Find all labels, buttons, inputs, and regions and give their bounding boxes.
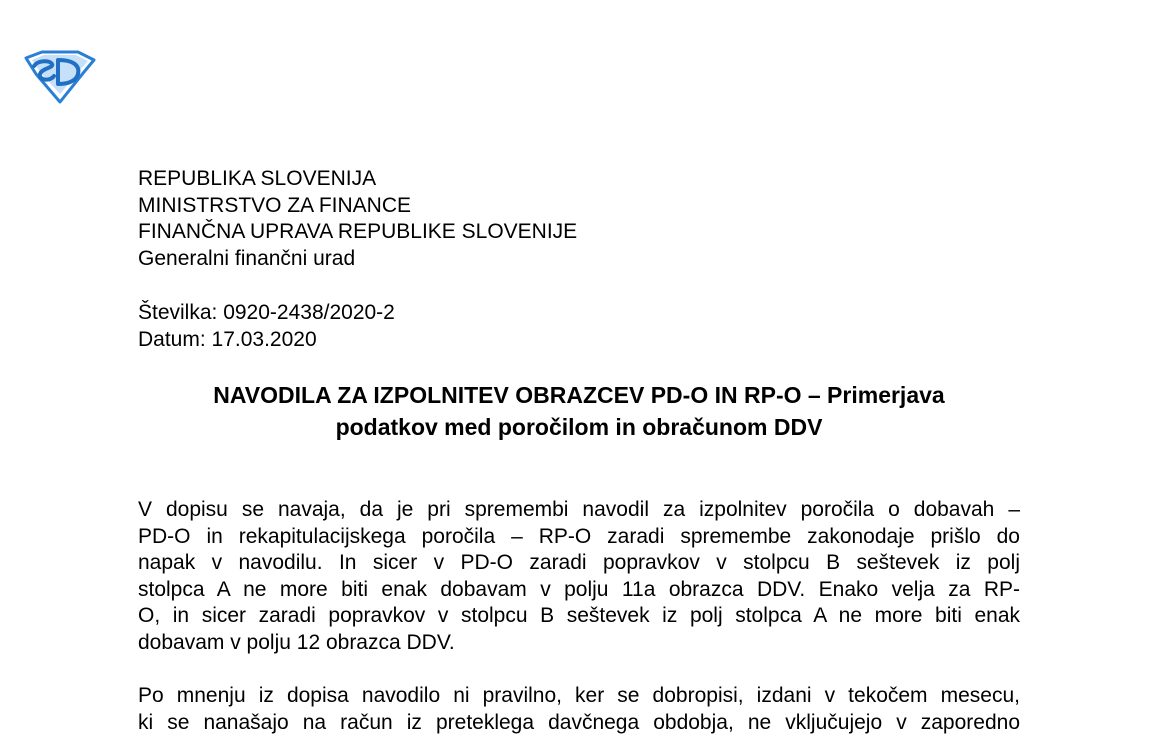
body-paragraph-1	[138, 497, 1020, 656]
document-date: Datum: 17.03.2020	[138, 328, 317, 351]
paragraph-line: O, in sicer zaradi popravkov v stolpcu B seštevek iz polj stolpca A ne more biti enak	[138, 604, 1020, 627]
paragraph-line: ki se nanašajo na račun iz preteklega davčnega obdobja, ne vključujejo v zaporedno	[138, 710, 1020, 734]
paragraph-line: PD-O in rekapitulacijskega poročila – RP-O zaradi spremembe zakonodaje prišlo do	[138, 524, 1020, 548]
paragraph-line: Po mnenju iz dopisa navodilo ni pravilno, ker se dobropisi, izdani v tekočem mesecu,	[138, 684, 1020, 707]
paragraph-line: V dopisu se navaja, da je pri spremembi navodil za izpolnitev poročila o dobavah –	[138, 498, 1020, 521]
document-reference	[138, 299, 395, 353]
body-paragraph-2	[138, 683, 1020, 736]
header-line-republic: REPUBLIKA SLOVENIJA	[138, 167, 377, 190]
paragraph-line: stolpca A ne more biti enak dobavam v polju 11a obrazca DDV. Enako velja za RP-	[138, 577, 1020, 601]
title-line-1: NAVODILA ZA IZPOLNITEV OBRAZCEV PD-O IN RP-O – Primerjava	[213, 382, 945, 408]
title-line-2: podatkov med poročilom in obračunom DDV	[335, 414, 823, 440]
paragraph-line: dobavam v polju 12 obrazca DDV.	[138, 630, 455, 654]
paragraph-line: napak v navodilu. In sicer v PD-O zaradi popravkov v stolpcu B seštevek iz polj	[138, 551, 1020, 574]
document-title	[138, 379, 1020, 443]
financial-administration-shield-logo-icon	[22, 48, 96, 104]
institution-header	[138, 166, 577, 272]
header-line-ministry: MINISTRSTVO ZA FINANCE	[138, 193, 412, 217]
header-line-office: Generalni finančni urad	[138, 246, 356, 270]
document-number: Številka: 0920-2438/2020-2	[138, 301, 395, 324]
header-line-administration: FINANČNA UPRAVA REPUBLIKE SLOVENIJE	[138, 220, 578, 243]
